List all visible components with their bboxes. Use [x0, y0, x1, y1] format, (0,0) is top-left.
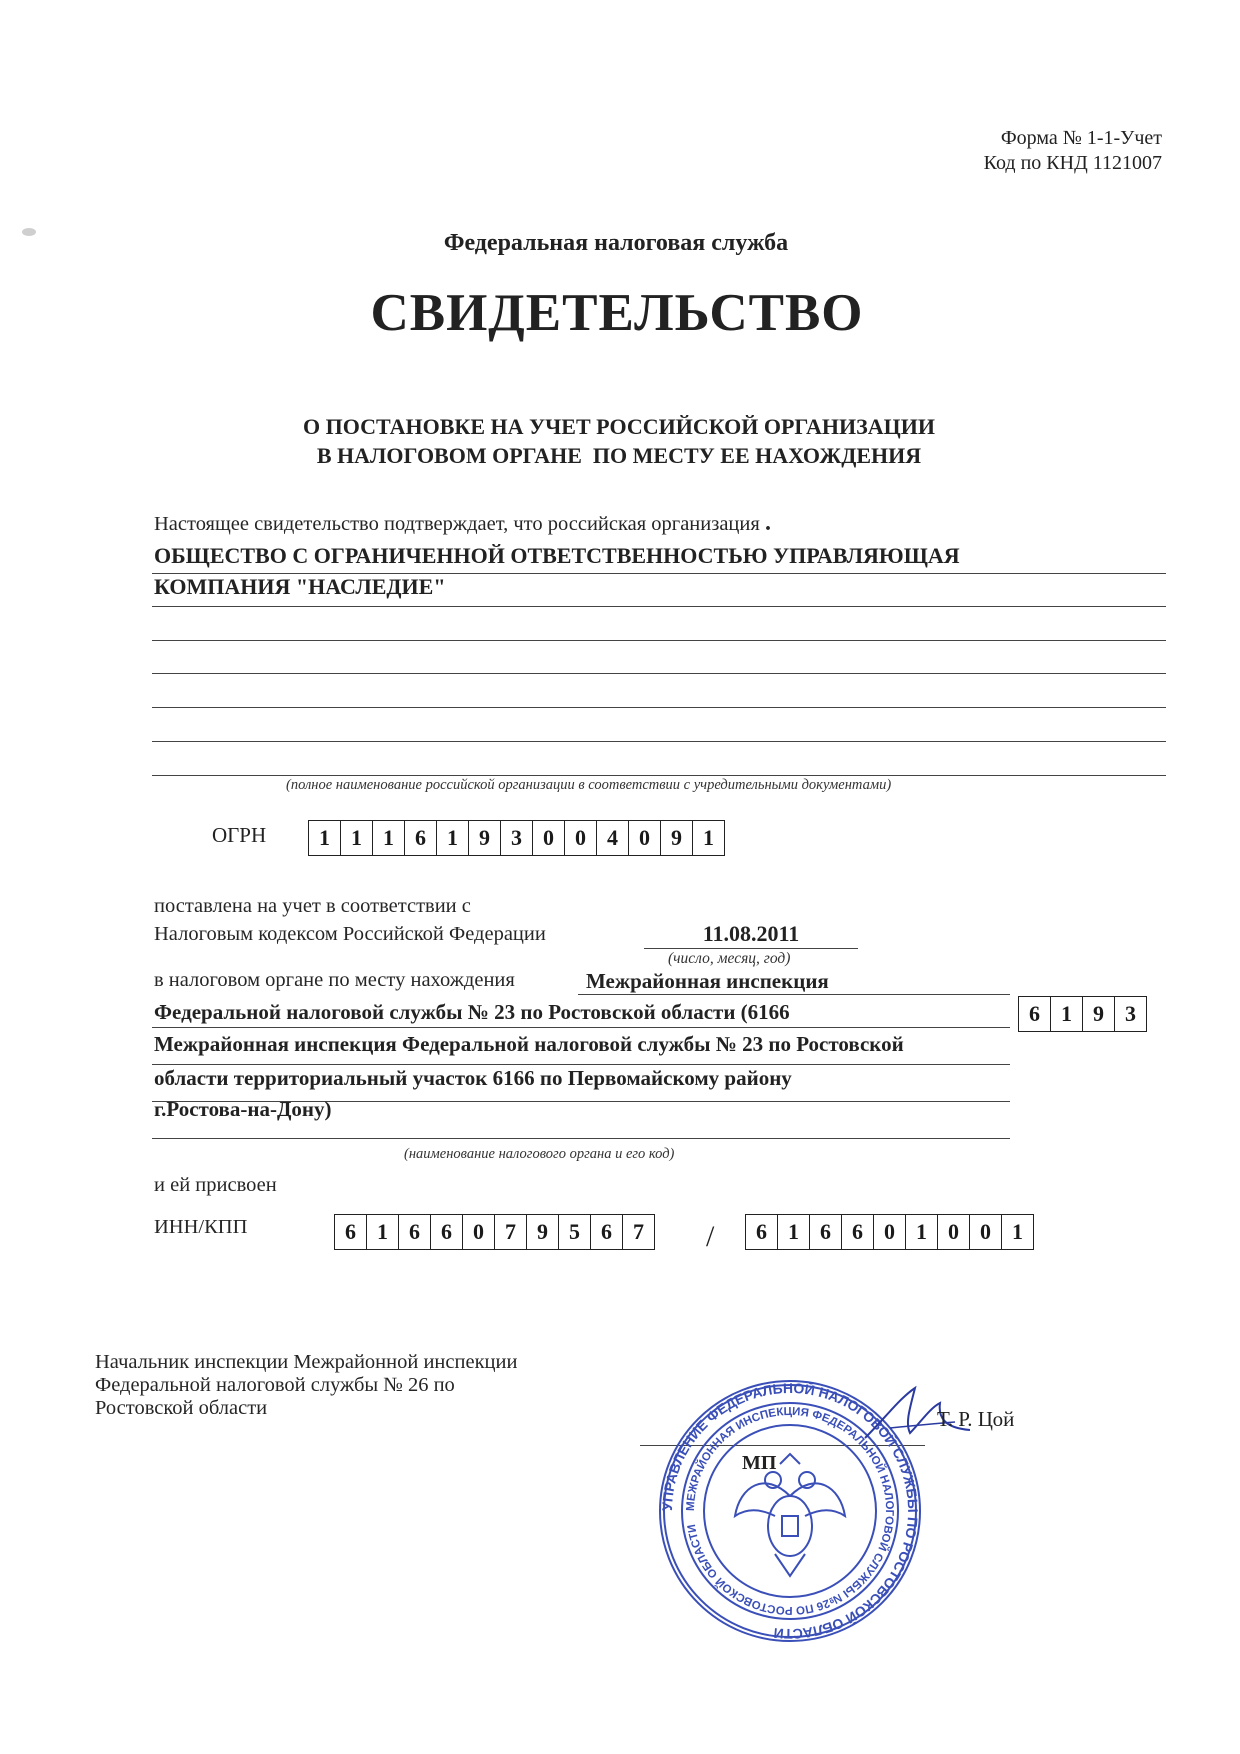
digit-cell: 7 [623, 1215, 655, 1249]
signatory-line3: Ростовской области [95, 1397, 268, 1419]
authority-line1: Межрайонная инспекция [586, 969, 829, 993]
digit-cell: 6 [746, 1215, 778, 1249]
underline [152, 640, 1166, 641]
intro-label: Настоящее свидетельство подтверждает, что российская организация [154, 513, 760, 535]
underline [152, 1027, 1010, 1028]
digit-cell: 6 [1019, 997, 1051, 1031]
knd-code: Код по КНД 1121007 [983, 152, 1162, 174]
digit-cell: 1 [778, 1215, 810, 1249]
underline [152, 775, 1166, 776]
subtitle-line1: О ПОСТАНОВКЕ НА УЧЕТ РОССИЙСКОЙ ОРГАНИЗАЦИИ [303, 414, 935, 439]
page-title: СВИДЕТЕЛЬСТВО [370, 284, 864, 342]
assigned-label: и ей присвоен [154, 1174, 277, 1196]
form-number: Форма № 1-1-Учет [1000, 127, 1162, 149]
digit-cell: 1 [693, 821, 725, 855]
digit-cell: 6 [335, 1215, 367, 1249]
digit-cell: 0 [533, 821, 565, 855]
digit-cell: 1 [437, 821, 469, 855]
underline [152, 606, 1166, 607]
org-name-line1: ОБЩЕСТВО С ОГРАНИЧЕННОЙ ОТВЕТСТВЕННОСТЬЮ УПРАВЛЯЮЩАЯ [154, 543, 960, 568]
ogrn-label: ОГРН [212, 823, 267, 847]
inn-kpp-separator: / [706, 1220, 715, 1253]
digit-cell: 6 [810, 1215, 842, 1249]
stamp-label: МП [742, 1452, 777, 1474]
underline [152, 673, 1166, 674]
digit-cell: 7 [495, 1215, 527, 1249]
registered-line1: поставлена на учет в соответствии с [154, 895, 471, 917]
authority-line5: г.Ростова-на-Дону) [154, 1097, 332, 1121]
underline [152, 1138, 1010, 1139]
digit-cell: 5 [559, 1215, 591, 1249]
inn-cells [334, 1214, 655, 1250]
digit-cell: 4 [597, 821, 629, 855]
underline [152, 741, 1166, 742]
digit-cell: 6 [405, 821, 437, 855]
digit-cell: 1 [1002, 1215, 1034, 1249]
authority-line4: области территориальный участок 6166 по Первомайскому району [154, 1066, 792, 1090]
registered-line2: Налоговым кодексом Российской Федерации [154, 923, 546, 945]
digit-cell: 9 [661, 821, 693, 855]
underline [152, 1064, 1010, 1065]
digit-cell: 1 [309, 821, 341, 855]
digit-cell: 6 [591, 1215, 623, 1249]
intro-text: Настоящее свидетельство подтверждает, что российская организация . [154, 510, 771, 536]
digit-cell: 0 [565, 821, 597, 855]
seal-inner-text: МЕЖРАЙОННАЯ ИНСПЕКЦИЯ ФЕДЕРАЛЬНОЙ НАЛОГОВОЙ СЛУЖБЫ №26 ПО РОСТОВСКОЙ ОБЛАСТИ [684, 1405, 896, 1617]
digit-cell: 1 [341, 821, 373, 855]
agency-name: Федеральная налоговая служба [443, 230, 789, 256]
digit-cell: 3 [1115, 997, 1147, 1031]
digit-cell: 1 [1051, 997, 1083, 1031]
authority-code-cells [1018, 996, 1147, 1032]
digit-cell: 9 [1083, 997, 1115, 1031]
digit-cell: 6 [842, 1215, 874, 1249]
subtitle-line2: В НАЛОГОВОМ ОРГАНЕ ПО МЕСТУ ЕЕ НАХОЖДЕНИЯ [316, 443, 922, 468]
ogrn-cells [308, 820, 725, 856]
underline [644, 948, 858, 949]
digit-cell: 0 [629, 821, 661, 855]
signatory-name: Т. Р. Цой [937, 1407, 1015, 1431]
seal-outer-text: УПРАВЛЕНИЕ ФЕДЕРАЛЬНОЙ НАЛОГОВОЙ СЛУЖБЫ ПО РОСТОВСКОЙ ОБЛАСТИ [658, 1379, 922, 1643]
underline [578, 994, 1010, 995]
authority-line3: Межрайонная инспекция Федеральной налоговой службы № 23 по Ростовской [154, 1032, 904, 1056]
digit-cell: 0 [970, 1215, 1002, 1249]
digit-cell: 6 [399, 1215, 431, 1249]
date-caption: (число, месяц, год) [668, 950, 791, 967]
digit-cell: 6 [431, 1215, 463, 1249]
digit-cell: 9 [469, 821, 501, 855]
org-name-caption: (полное наименование российской организации в соответствии с учредительными документами) [286, 777, 892, 793]
digit-cell: 0 [874, 1215, 906, 1249]
authority-line2: Федеральной налоговой службы № 23 по Ростовской области (6166 [154, 1000, 790, 1024]
digit-cell: 1 [906, 1215, 938, 1249]
underline [152, 707, 1166, 708]
digit-cell: 9 [527, 1215, 559, 1249]
kpp-cells [745, 1214, 1034, 1250]
authority-caption: (наименование налогового органа и его код) [404, 1146, 675, 1162]
digit-cell: 0 [938, 1215, 970, 1249]
authority-prefix: в налоговом органе по месту нахождения [154, 969, 515, 991]
signatory-line2: Федеральной налоговой службы № 26 по [95, 1374, 455, 1396]
org-name-line2: КОМПАНИЯ "НАСЛЕДИЕ" [154, 574, 446, 599]
digit-cell: 3 [501, 821, 533, 855]
digit-cell: 0 [463, 1215, 495, 1249]
digit-cell: 1 [367, 1215, 399, 1249]
digit-cell: 1 [373, 821, 405, 855]
inn-kpp-label: ИНН/КПП [154, 1216, 248, 1238]
signatory-line1: Начальник инспекции Межрайонной инспекции [95, 1351, 518, 1373]
registration-date: 11.08.2011 [702, 921, 800, 946]
